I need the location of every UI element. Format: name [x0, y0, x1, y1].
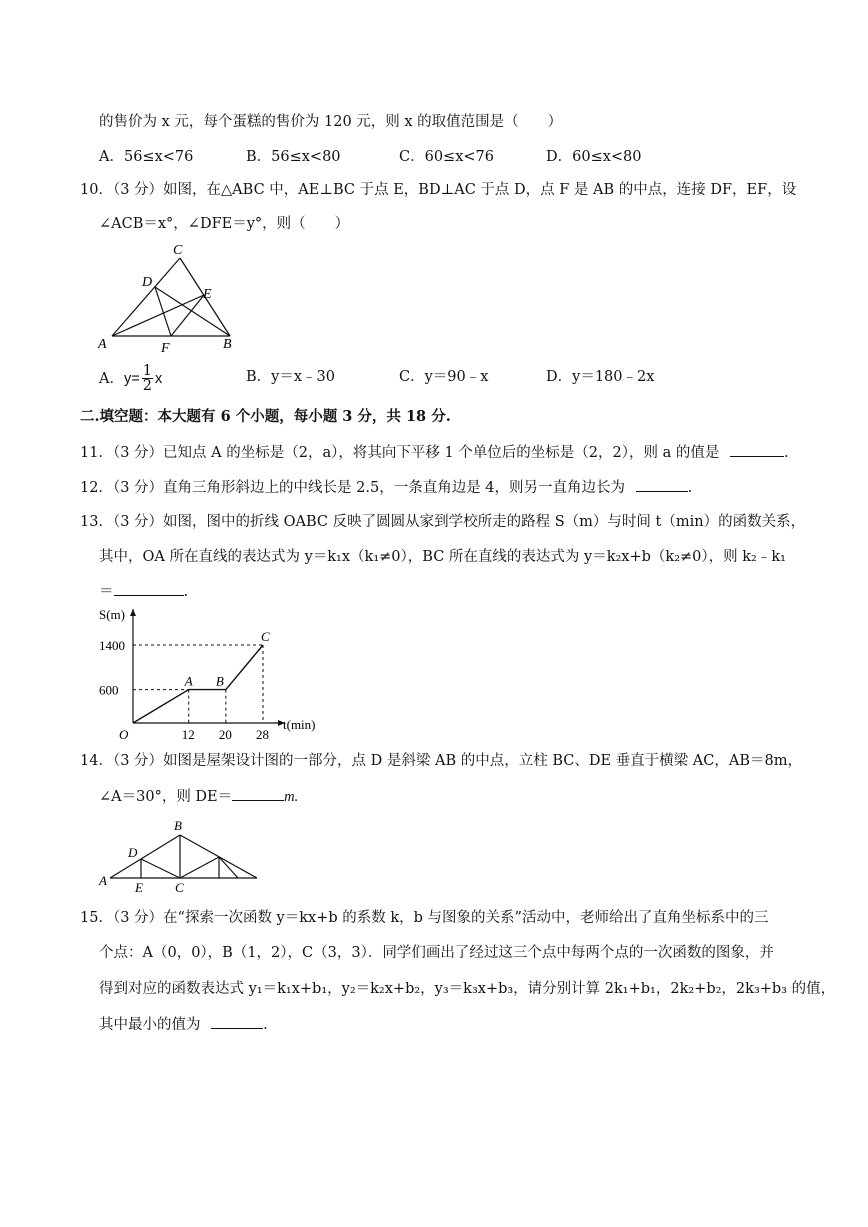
x-tick-label: 12 — [181, 727, 195, 742]
y-axis-label: S(m) — [99, 607, 125, 622]
q10-line-1: 10．（3 分）如图，在△ABC 中，AE⊥BC 于点 E，BD⊥AC 于点 D，点 F 是 AB 的中点，连接 DF，EF，设 — [80, 182, 797, 198]
q13-end: . — [183, 584, 189, 600]
q10-option-d: D．y＝180﹣2x — [546, 369, 655, 385]
q10-option-a-prefix: A． — [99, 370, 124, 387]
label-f: F — [161, 341, 170, 355]
q14-line-2a: ∠A＝30°，则 DE＝ — [99, 789, 233, 805]
fraction-numerator: 1 — [142, 363, 152, 379]
label-d: D — [142, 275, 153, 290]
point-label-a: A — [184, 673, 193, 689]
label-b: B — [223, 337, 232, 352]
q12-answer-blank — [636, 477, 688, 492]
truss-label-c: C — [175, 880, 184, 895]
truss-label-d: D — [128, 845, 138, 860]
q14-answer-blank — [232, 786, 284, 801]
q12-text — [80, 477, 692, 498]
q14-line-1: 14．（3 分）如图是屋架设计图的一部分，点 D 是斜梁 AB 的中点，立柱 BC、DE 垂直于横梁 AC，AB＝8m， — [80, 753, 802, 769]
series-line — [133, 645, 263, 723]
q13-line-2: 其中，OA 所在直线的表达式为 y＝k₁x（k₁≠0），BC 所在直线的表达式为 y＝k₂x+b（k₂≠0），则 k₂﹣k₁ — [99, 549, 786, 565]
point-label-b: B — [215, 673, 224, 689]
q12-body: 12．（3 分）直角三角形斜边上的中线长是 2.5，一条直角边是 4，则另一直角边长为 — [80, 480, 626, 496]
q9-option-d: D．60≤x<80 — [546, 149, 642, 165]
q11-body: 11．（3 分）已知点 A 的坐标是（2，a），将其向下平移 1 个单位后的坐标是（2，2），则 a 的值是 — [80, 445, 720, 461]
q11-end: . — [783, 445, 789, 461]
q9-option-b: B．56≤x<80 — [246, 149, 341, 165]
point-label-o: O — [119, 727, 129, 742]
y-tick-label: 1400 — [99, 638, 125, 653]
x-axis-label: t(min) — [283, 717, 316, 732]
q15-line-2: 个点：A（0，0），B（1，2），C（3，3）．同学们画出了经过这三个点中每两个点的一次函数的图象，并 — [99, 945, 774, 961]
q10-triangle-figure — [95, 240, 245, 355]
truss-label-b: B — [174, 818, 182, 833]
fraction-one-half — [142, 364, 153, 393]
q13-distance-time-chart — [95, 603, 335, 743]
truss-label-e: E — [135, 880, 143, 895]
q15-line-3: 得到对应的函数表达式 y₁＝k₁x+b₁，y₂＝k₂x+b₂，y₃＝k₃x+b₃，请分别计算 2k₁+b₁，2k₂+b₂，2k₃+b₃ 的值， — [99, 981, 836, 997]
q9-option-c: C．60≤x<76 — [399, 149, 494, 165]
q13-answer-blank — [114, 581, 184, 596]
q14-roof-truss-figure — [95, 815, 265, 895]
q10-option-c: C．y＝90﹣x — [399, 369, 489, 385]
q9-option-a: A．56≤x<76 — [99, 149, 194, 165]
q15-end: . — [263, 1017, 268, 1033]
q11-answer-blank — [730, 442, 784, 457]
q14-line-2b: m. — [284, 789, 299, 805]
label-e: E — [203, 287, 212, 302]
q12-end: . — [687, 480, 693, 496]
section-2-heading: 二.填空题：本大题有 6 个小题，每小题 3 分，共 18 分. — [80, 408, 451, 425]
q9-text: 的售价为 x 元，每个蛋糕的售价为 120 元，则 x 的取值范围是（ ） — [99, 114, 563, 130]
x-tick-label: 20 — [218, 727, 232, 742]
q15-answer-blank — [211, 1014, 263, 1029]
q10-option-a-x: x — [154, 370, 163, 387]
q15-body: 其中最小的值为 — [99, 1017, 201, 1033]
point-label-c: C — [261, 629, 270, 644]
truss-label-a: A — [99, 873, 107, 888]
q13-equals: ＝ — [99, 584, 114, 600]
q10-option-b: B．y＝x﹣30 — [246, 369, 335, 385]
q13-line-1: 13．（3 分）如图，图中的折线 OABC 反映了圆圆从家到学校所走的路程 S（m）与时间 t（min）的函数关系， — [80, 514, 806, 530]
q11-text — [80, 442, 789, 463]
y-axis-arrow — [130, 609, 136, 616]
fraction-denominator: 2 — [142, 378, 152, 394]
q15-line-1: 15．（3 分）在“探索一次函数 y＝kx+b 的系数 k，b 与图象的关系”活动中，老师给出了直角坐标系中的三 — [80, 910, 769, 926]
q14-line-2 — [99, 786, 298, 807]
q15-line-4 — [99, 1014, 268, 1035]
q10-option-a-y: y= — [123, 370, 140, 387]
label-c: C — [173, 243, 183, 258]
x-tick-label: 28 — [256, 727, 269, 742]
q10-line-2: ∠ACB＝x°，∠DFE＝y°，则（ ） — [99, 216, 350, 232]
label-a: A — [98, 337, 107, 352]
y-tick-label: 600 — [99, 682, 119, 698]
q13-line-3 — [99, 581, 188, 602]
q10-option-a — [99, 364, 162, 393]
